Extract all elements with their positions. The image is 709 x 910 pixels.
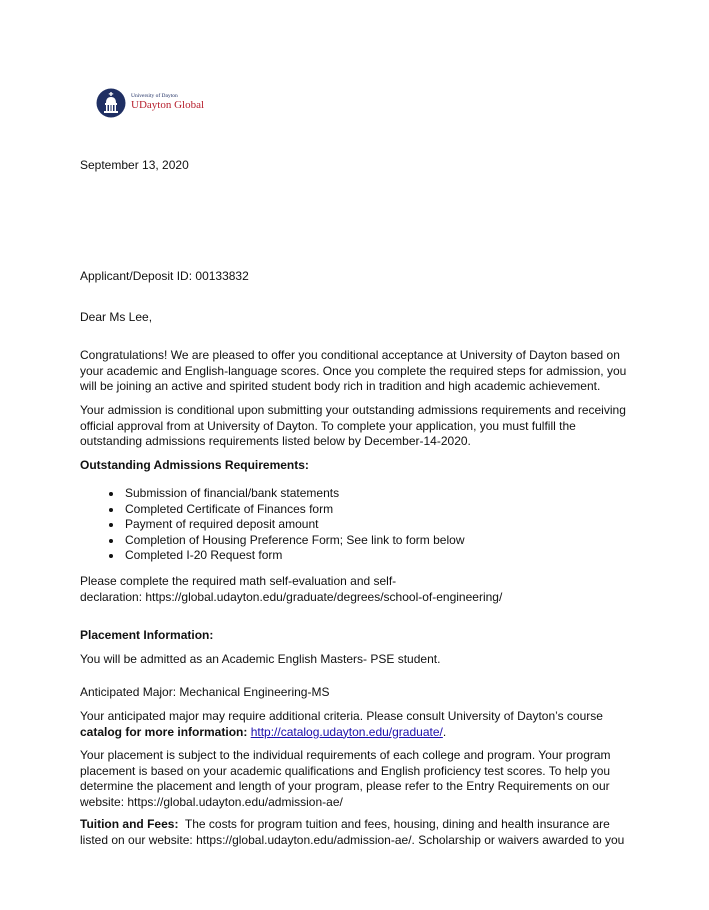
tuition-paragraph <box>80 817 640 848</box>
salutation: Dear Ms Lee, <box>80 310 153 324</box>
paragraph-line <box>80 817 640 833</box>
requirements-list <box>80 486 465 564</box>
placement-requirements-paragraph <box>80 748 640 810</box>
paragraph-line: Congratulations! We are pleased to offer you conditional acceptance at University of Dayton based on <box>80 348 620 362</box>
catalog-prefix: catalog for more information: <box>80 724 251 739</box>
paragraph-line <box>80 725 640 741</box>
list-item: • Completed Certificate of Finances form <box>123 502 465 518</box>
requirements-heading: Outstanding Admissions Requirements: <box>80 458 309 472</box>
list-item: • Completed I-20 Request form <box>123 548 465 564</box>
conditional-admission-paragraph <box>80 403 640 450</box>
paragraph-line: website: https://global.udayton.edu/admission-ae/ <box>80 794 343 809</box>
paragraph-line: Your admission is conditional upon submitting your outstanding admissions requirements and receiving <box>80 403 626 417</box>
list-item: • Submission of financial/bank statements <box>123 486 465 502</box>
placement-text: You will be admitted as an Academic English Masters- PSE student. <box>80 652 441 666</box>
paragraph-line: Please complete the required math self-evaluation and self- <box>80 574 397 588</box>
paragraph-line: placement is based on your academic qualifications and English proficiency test scores. To help you <box>80 763 611 778</box>
placement-heading: Placement Information: <box>80 628 214 642</box>
paragraph-line: your academic and English-language scores. Once you complete the required steps for admission, you <box>80 363 627 378</box>
university-logo <box>96 88 204 118</box>
logo-wordmark <box>131 94 204 111</box>
anticipated-major: Anticipated Major: Mechanical Engineering-MS <box>80 685 330 699</box>
paragraph-line: will be joining an active and spirited student body rich in tradition and high academic achievement. <box>80 379 601 393</box>
list-item: • Completion of Housing Preference Form; See link to form below <box>123 533 465 549</box>
paragraph-line: Your anticipated major may require additional criteria. Please consult University of Dayton’s course <box>80 709 603 723</box>
congratulations-paragraph <box>80 348 640 395</box>
paragraph-line: outstanding admissions requirements listed below by December-14-2020. <box>80 434 471 448</box>
letter-date: September 13, 2020 <box>80 158 189 172</box>
chapel-dome-icon <box>96 88 126 118</box>
major-criteria-paragraph <box>80 709 640 740</box>
tuition-text: The costs for program tuition and fees, housing, dining and health insurance are <box>178 817 610 831</box>
logo-university-name: University of Dayton <box>131 93 178 100</box>
list-item: • Payment of required deposit amount <box>123 517 465 533</box>
catalog-link[interactable]: http://catalog.udayton.edu/graduate/ <box>250 724 443 739</box>
applicant-id: Applicant/Deposit ID: 00133832 <box>80 269 249 283</box>
logo-brand-name: UDayton Global <box>131 99 205 112</box>
math-evaluation-paragraph <box>80 574 640 605</box>
paragraph-line: determine the placement and length of your program, please refer to the Entry Requirements on our <box>80 779 610 793</box>
paragraph-line: official approval from at University of Dayton. To complete your application, you must fulfill the <box>80 418 576 433</box>
paragraph-line: declaration: https://global.udayton.edu/graduate/degrees/school-of-engineering/ <box>80 589 503 604</box>
paragraph-line: listed on our website: https://global.udayton.edu/admission-ae/. Scholarship or waivers awarded to you <box>80 832 625 847</box>
paragraph-line: Your placement is subject to the individual requirements of each college and program. Your program <box>80 748 611 762</box>
tuition-label: Tuition and Fees: <box>80 817 179 831</box>
catalog-suffix: . <box>442 724 447 739</box>
